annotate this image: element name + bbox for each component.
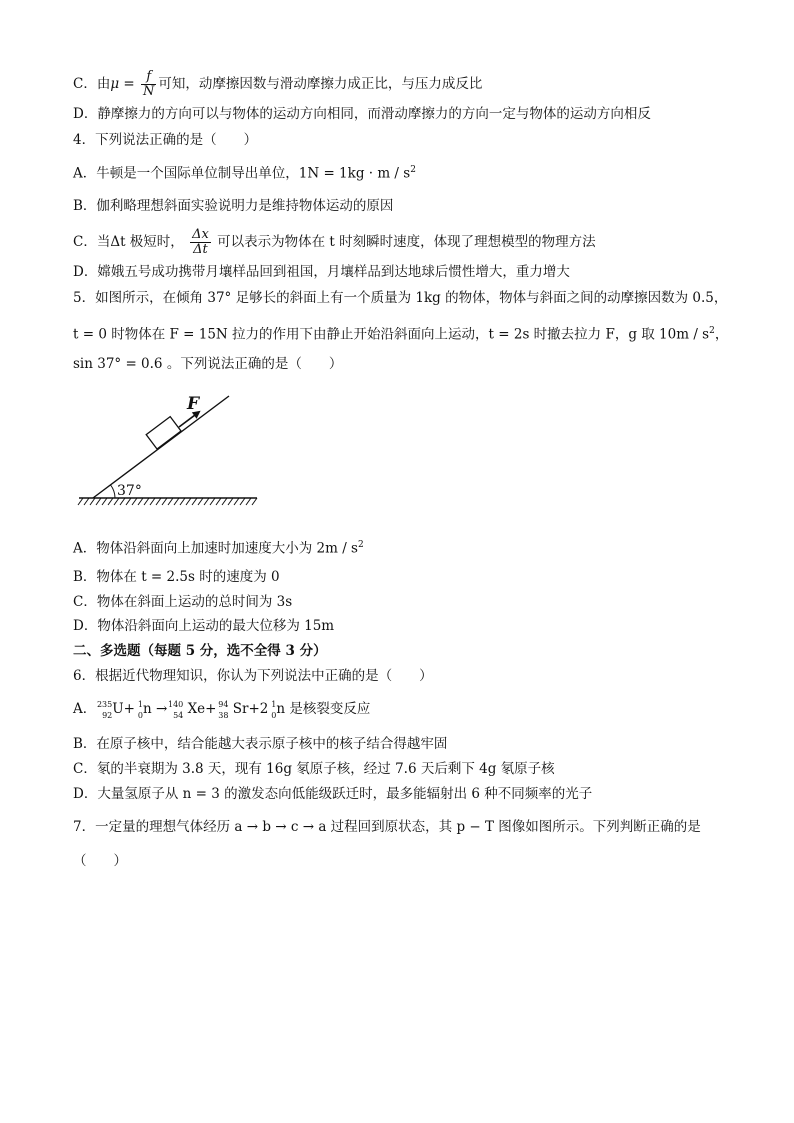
q6a-suffix: 是核裂变反应 [289, 701, 371, 717]
nuclide-neutron-2-symbol: n [276, 701, 286, 717]
q7-answer-paren: （ ） [73, 853, 127, 869]
q4a-text: A．牛顿是一个国际单位制导出单位，1N = 1kg · m / s [73, 165, 411, 182]
q7-stem: 7．一定量的理想气体经历 a → b → c → a 过程回到原状态，其 p − T 图像如图所示。下列判断正确的是 [73, 819, 701, 835]
nuclide-sr94-symbol: Sr [232, 701, 249, 717]
nuclide-u235: 235 92 [96, 699, 113, 720]
q5a-text: A．物体沿斜面向上加速时加速度大小为 2m / s [73, 540, 358, 557]
q4-option-d: D．嫦娥五号成功携带月壤样品回到祖国，月壤样品到达地球后惯性增大，重力增大 [73, 264, 570, 280]
q3c-suffix: 可知，动摩擦因数与滑动摩擦力成正比，与压力成反比 [158, 76, 483, 92]
plus-sign-3: + [248, 701, 260, 717]
angle-label: 37° [117, 483, 142, 499]
q3-option-c: C．由μ = $\frac{f}{N}$ 可知，动摩擦因数与滑动摩擦力成正比，与压力成反比 [73, 69, 483, 99]
q3c-frac-den: N [143, 84, 155, 99]
plus-sign-2: + [205, 701, 217, 717]
incline-figure [73, 383, 273, 513]
force-label: F [187, 394, 200, 414]
q6-option-c: C．氡的半衰期为 3.8 天，现有 16g 氡原子核，经过 7.6 天后剩下 4g 氡原子核 [73, 761, 555, 777]
q5-option-a [73, 535, 364, 559]
q4c-frac-den: Δt [193, 242, 208, 257]
q6-option-d: D．大量氢原子从 n = 3 的激发态向低能级跃迁时，最多能辐射出 6 种不同频率的光子 [73, 786, 593, 802]
q5-option-b: B．物体在 t = 2.5s 时的速度为 0 [73, 569, 280, 585]
arrow-symbol: → [155, 701, 168, 717]
nuclide-neutron: 1 0 [137, 699, 143, 720]
q5-option-c: C．物体在斜面上运动的总时间为 3s [73, 594, 293, 610]
mu-symbol: μ [110, 76, 120, 92]
q4a-sup: 2 [410, 165, 416, 175]
block [146, 417, 181, 449]
q6-stem: 6．根据近代物理知识，你认为下列说法中正确的是（ ） [73, 668, 433, 684]
plus-sign: + [123, 701, 135, 717]
q4-option-a [73, 160, 416, 184]
nuclide-sr94: 94 38 [218, 699, 229, 720]
q5l2-sup: 2 [709, 326, 715, 336]
nuclide-neutron-symbol: n [142, 701, 152, 717]
q3c-fraction [141, 70, 156, 99]
q4-stem: 4．下列说法正确的是（ ） [73, 132, 258, 148]
q5-option-d: D．物体沿斜面向上运动的最大位移为 15m [73, 618, 335, 634]
q4c-prefix: C．当Δt 极短时， [73, 234, 184, 250]
nuclide-xe140-symbol: Xe [187, 701, 206, 717]
q5a-sup: 2 [358, 540, 364, 550]
section-2-heading: 二、多选题（每题 5 分，选不全得 3 分） [73, 643, 327, 659]
ground-hatching [78, 498, 257, 505]
q4c-suffix: 可以表示为物体在 t 时刻瞬时速度，体现了理想模型的物理方法 [217, 234, 596, 250]
q4c-frac-num: Δx [192, 227, 209, 242]
nuclide-xe140: 140 54 [167, 699, 184, 720]
incline-surface [93, 396, 229, 498]
q3-option-d: D．静摩擦力的方向可以与物体的运动方向相同，而滑动摩擦力的方向一定与物体的运动方向相反 [73, 106, 651, 122]
nuclide-u235-symbol: U [112, 701, 124, 717]
coefficient-two: 2 [259, 701, 269, 717]
q4c-fraction [190, 228, 211, 257]
q3c-frac-num: f [141, 70, 156, 85]
q4-option-b: B．伽利略理想斜面实验说明力是维持物体运动的原因 [73, 198, 394, 214]
q6a-label: A． [73, 701, 97, 717]
q5l2-text: t = 0 时物体在 F = 15N 拉力的作用下由静止开始沿斜面向上运动，t = 2s 时撤去拉力 F，g 取 10m / s [73, 326, 710, 343]
q4-option-c [73, 228, 596, 257]
q6-option-b: B．在原子核中，结合能越大表示原子核中的核子结合得越牢固 [73, 736, 448, 752]
q3c-prefix: C．由 [73, 76, 111, 92]
q5-stem-line2 [73, 321, 728, 345]
nuclide-neutron-2: 1 0 [271, 699, 277, 720]
q5-stem-line3: sin 37° = 0.6 。下列说法正确的是（ ） [73, 356, 343, 372]
q5-stem-line1: 5．如图所示，在倾角 37° 足够长的斜面上有一个质量为 1kg 的物体，物体与斜面之间的动摩擦因数为 0.5， [73, 290, 728, 306]
q5l2-tail: ， [714, 326, 729, 343]
angle-arc [111, 485, 115, 498]
q6-option-a [73, 699, 370, 720]
